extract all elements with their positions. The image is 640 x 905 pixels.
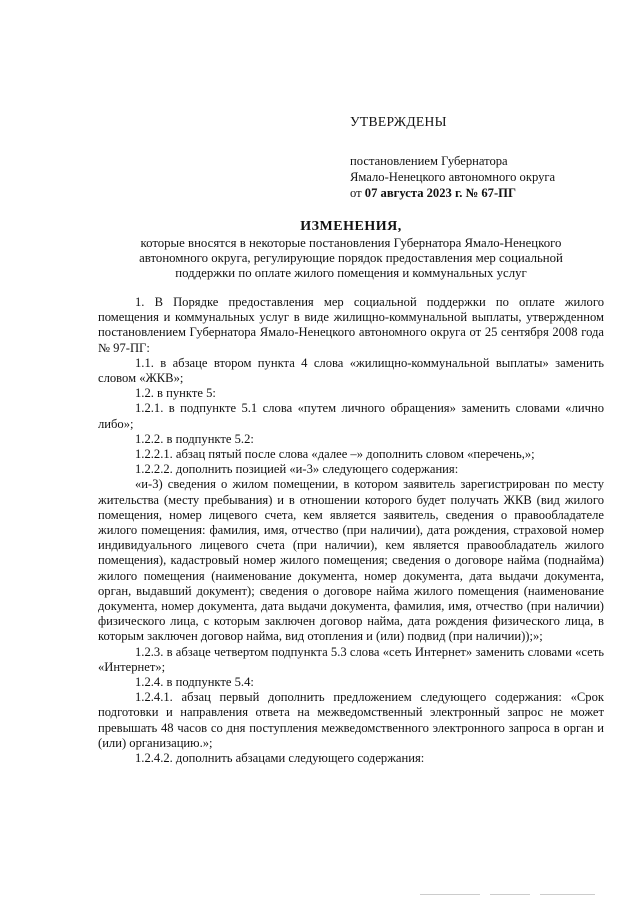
- document-body: [98, 295, 604, 766]
- approval-date: [350, 185, 610, 201]
- approval-date-prefix: от: [350, 186, 365, 200]
- paragraph-1-2-2: 1.2.2. в подпункте 5.2:: [135, 431, 254, 446]
- paragraph-1-2-4: 1.2.4. в подпункте 5.4:: [135, 675, 254, 690]
- approval-block: [350, 114, 610, 201]
- paragraph-1-2-1: 1.2.1. в подпункте 5.1 слова «путем личного обращения» заменить словами «лично либо»;: [98, 401, 604, 431]
- approval-line-1: постановлением Губернатора: [350, 154, 508, 168]
- paragraph-1-2-4-2: 1.2.4.2. дополнить абзацами следующего содержания:: [135, 751, 425, 766]
- approval-heading: УТВЕРЖДЕНЫ: [350, 114, 447, 129]
- approval-line-2: Ямало-Ненецкого автономного округа: [350, 170, 556, 184]
- approval-date-value: 07 августа 2023 г. № 67-ПГ: [364, 186, 516, 200]
- scan-artifact-marks: [420, 892, 600, 898]
- subtitle-line-2: автономного округа, регулирующие порядок предоставления мер социальной: [139, 251, 563, 265]
- subtitle-line-1: которые вносятся в некоторые постановления Губернатора Ямало-Ненецкого: [140, 236, 562, 250]
- paragraph-1-2-2-1: 1.2.2.1. абзац пятый после слова «далее –» дополнить словом «перечень,»;: [135, 447, 535, 462]
- paragraph-1-2-2-2: 1.2.2.2. дополнить позицией «и-3» следующего содержания:: [135, 462, 459, 477]
- subtitle-line-3: поддержки по оплате жилого помещения и коммунальных услуг: [175, 266, 527, 280]
- paragraph-1: 1. В Порядке предоставления мер социальной поддержки по оплате жилого помещения и коммунальных услуг в виде жилищно-коммунальной выплаты, утвержденном постановлением Губернатора Ямало-Ненецкого автономного округа от 25 сентября 2008 года № 97-ПГ:: [98, 295, 604, 355]
- paragraph-1-2-3: 1.2.3. в абзаце четвертом подпункта 5.3 слова «сеть Интернет» заменить словами «сеть «Интернет»;: [98, 644, 604, 674]
- paragraph-1-1: 1.1. в абзаце втором пункта 4 слова «жилищно-коммунальной выплаты» заменить словом «ЖКВ»;: [98, 355, 604, 386]
- document-title: ИЗМЕНЕНИЯ,: [300, 219, 402, 234]
- paragraph-i3-position: «и-3) сведения о жилом помещении, в котором заявитель зарегистрирован по месту жительства (месту пребывания) и в отношении которого будет получать ЖКВ (вид жилого помещения, номер лицевого счета, кем является заявитель, сведения о правообладателе жилого помещения: фамилия, имя, отчество (при наличии), дата рождения, страховой номер индивидуального лицевого счета (при наличии), кем является правообладатель жилого помещения), кадастровый номер жилого помещения; сведения о договоре найма (поднайма) жилого помещения (наименование документа, номер документа, дата выдачи документа, орган, выдавший документ); сведения о договоре найма жилого помещения (наименование документа, номер документа, дата выдачи документа, фамилия, имя, отчество (при наличии) физического лица, с которым заключен договор найма, дата рождения физического лица, в которым заключен договор найма, вид отопления и (или) подвид (при наличии));»;: [98, 477, 604, 644]
- paragraph-1-2-4-1: 1.2.4.1. абзац первый дополнить предложением следующего содержания: «Срок подготовки и направления ответа на межведомственный электронный запрос не может превышать 48 часов со дня поступления межведомственного электронного запроса в орган и (или) организацию.»;: [98, 690, 604, 750]
- paragraph-1-2: 1.2. в пункте 5:: [135, 386, 216, 401]
- document-title-block: [96, 219, 606, 281]
